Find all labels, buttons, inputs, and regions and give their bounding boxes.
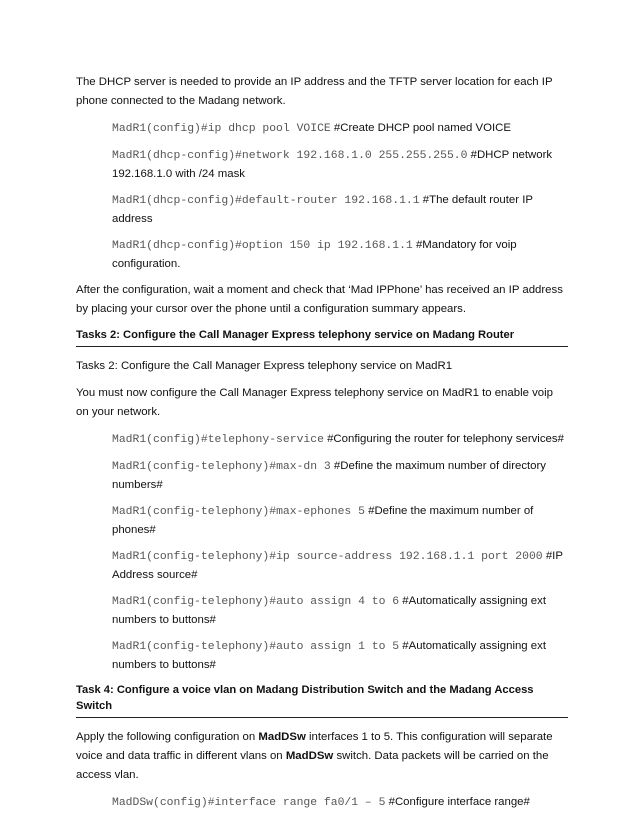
telephony-command-list: [76, 430, 568, 674]
command-comment: #IP Address source#: [112, 550, 563, 581]
switch-name-bold: MadDSw: [258, 731, 306, 743]
intro-paragraph: The DHCP server is needed to provide an IP address and the TFTP server location for each IP phone connected to the Madang network.: [76, 76, 553, 107]
task2-description: You must now configure the Call Manager Express telephony service on MadR1 to enable voip on your network.: [76, 387, 553, 418]
switch-name-bold: MadDSw: [285, 750, 334, 762]
after-config-paragraph: After the configuration, wait a moment and check that ‘Mad IPPhone’ has received an IP address by placing your cursor over the phone until a configuration summary appears.: [76, 284, 563, 315]
command-comment: #Configure interface range#: [388, 796, 530, 808]
command-comment: #Define the maximum number of phones#: [112, 505, 534, 536]
command-prompt: MadR1(config)#: [112, 434, 208, 446]
task4-text-a: Apply the following configuration on: [76, 731, 259, 743]
command-comment: #Create DHCP pool named VOICE: [333, 122, 511, 134]
command-line: [112, 457, 568, 494]
command-text: max-ephones 5: [276, 506, 365, 518]
task4-heading: Task 4: Configure a voice vlan on Madang Distribution Switch and the Madang Access Switch: [76, 682, 568, 718]
task4-text-b: interfaces 1 to 5. This configuration will separate voice and data traffic in different vlans on: [76, 731, 553, 762]
command-comment: #The default router IP address: [112, 194, 533, 225]
command-comment: #Mandatory for voip configuration.: [112, 239, 517, 270]
command-line: [112, 146, 568, 183]
switch-command-list: [76, 793, 568, 812]
task4-paragraph: [76, 728, 568, 785]
command-prompt: MadDSw(config)#: [112, 797, 215, 809]
command-comment: #Define the maximum number of directory numbers#: [112, 460, 547, 491]
command-line: [112, 547, 568, 584]
task4-text-c: switch. Data packets will be carried on the access vlan.: [76, 750, 549, 781]
command-line: [112, 119, 568, 138]
command-comment: #Automatically assigning ext numbers to buttons#: [112, 640, 547, 671]
command-line: [112, 592, 568, 629]
command-text: telephony-service: [207, 434, 324, 446]
command-prompt: MadR1(dhcp-config)#: [112, 240, 242, 252]
command-line: [112, 236, 568, 273]
command-prompt: MadR1(config)#: [112, 123, 208, 135]
command-line: [112, 637, 568, 674]
command-text: ip source-address 192.168.1.1 port 2000: [276, 551, 543, 563]
command-prompt: MadR1(config-telephony)#: [112, 506, 277, 518]
command-prompt: MadR1(dhcp-config)#: [112, 150, 242, 162]
command-prompt: MadR1(dhcp-config)#: [112, 195, 242, 207]
command-line: [112, 793, 568, 812]
command-comment: #DHCP network 192.168.1.0 with /24 mask: [112, 149, 553, 180]
command-prompt: MadR1(config-telephony)#: [112, 596, 277, 608]
task2-subline: Tasks 2: Configure the Call Manager Express telephony service on MadR1: [76, 360, 453, 372]
command-comment: #Automatically assigning ext numbers to buttons#: [112, 595, 547, 626]
command-text: auto assign 1 to 5: [276, 641, 400, 653]
command-text: network 192.168.1.0 255.255.255.0: [241, 150, 468, 162]
dhcp-command-list: [76, 119, 568, 273]
command-text: option 150 ip 192.168.1.1: [241, 240, 413, 252]
command-text: max-dn 3: [276, 461, 331, 473]
command-line: [112, 430, 568, 449]
command-line: [112, 191, 568, 228]
command-line: [112, 502, 568, 539]
command-prompt: MadR1(config-telephony)#: [112, 641, 277, 653]
command-text: ip dhcp pool VOICE: [207, 123, 331, 135]
command-text: default-router 192.168.1.1: [241, 195, 420, 207]
command-text: interface range fa0/1 – 5: [214, 797, 386, 809]
command-text: auto assign 4 to 6: [276, 596, 400, 608]
task2-heading: Tasks 2: Configure the Call Manager Express telephony service on Madang Router: [76, 327, 568, 347]
command-comment: #Configuring the router for telephony services#: [327, 433, 564, 445]
command-prompt: MadR1(config-telephony)#: [112, 551, 277, 563]
command-prompt: MadR1(config-telephony)#: [112, 461, 277, 473]
